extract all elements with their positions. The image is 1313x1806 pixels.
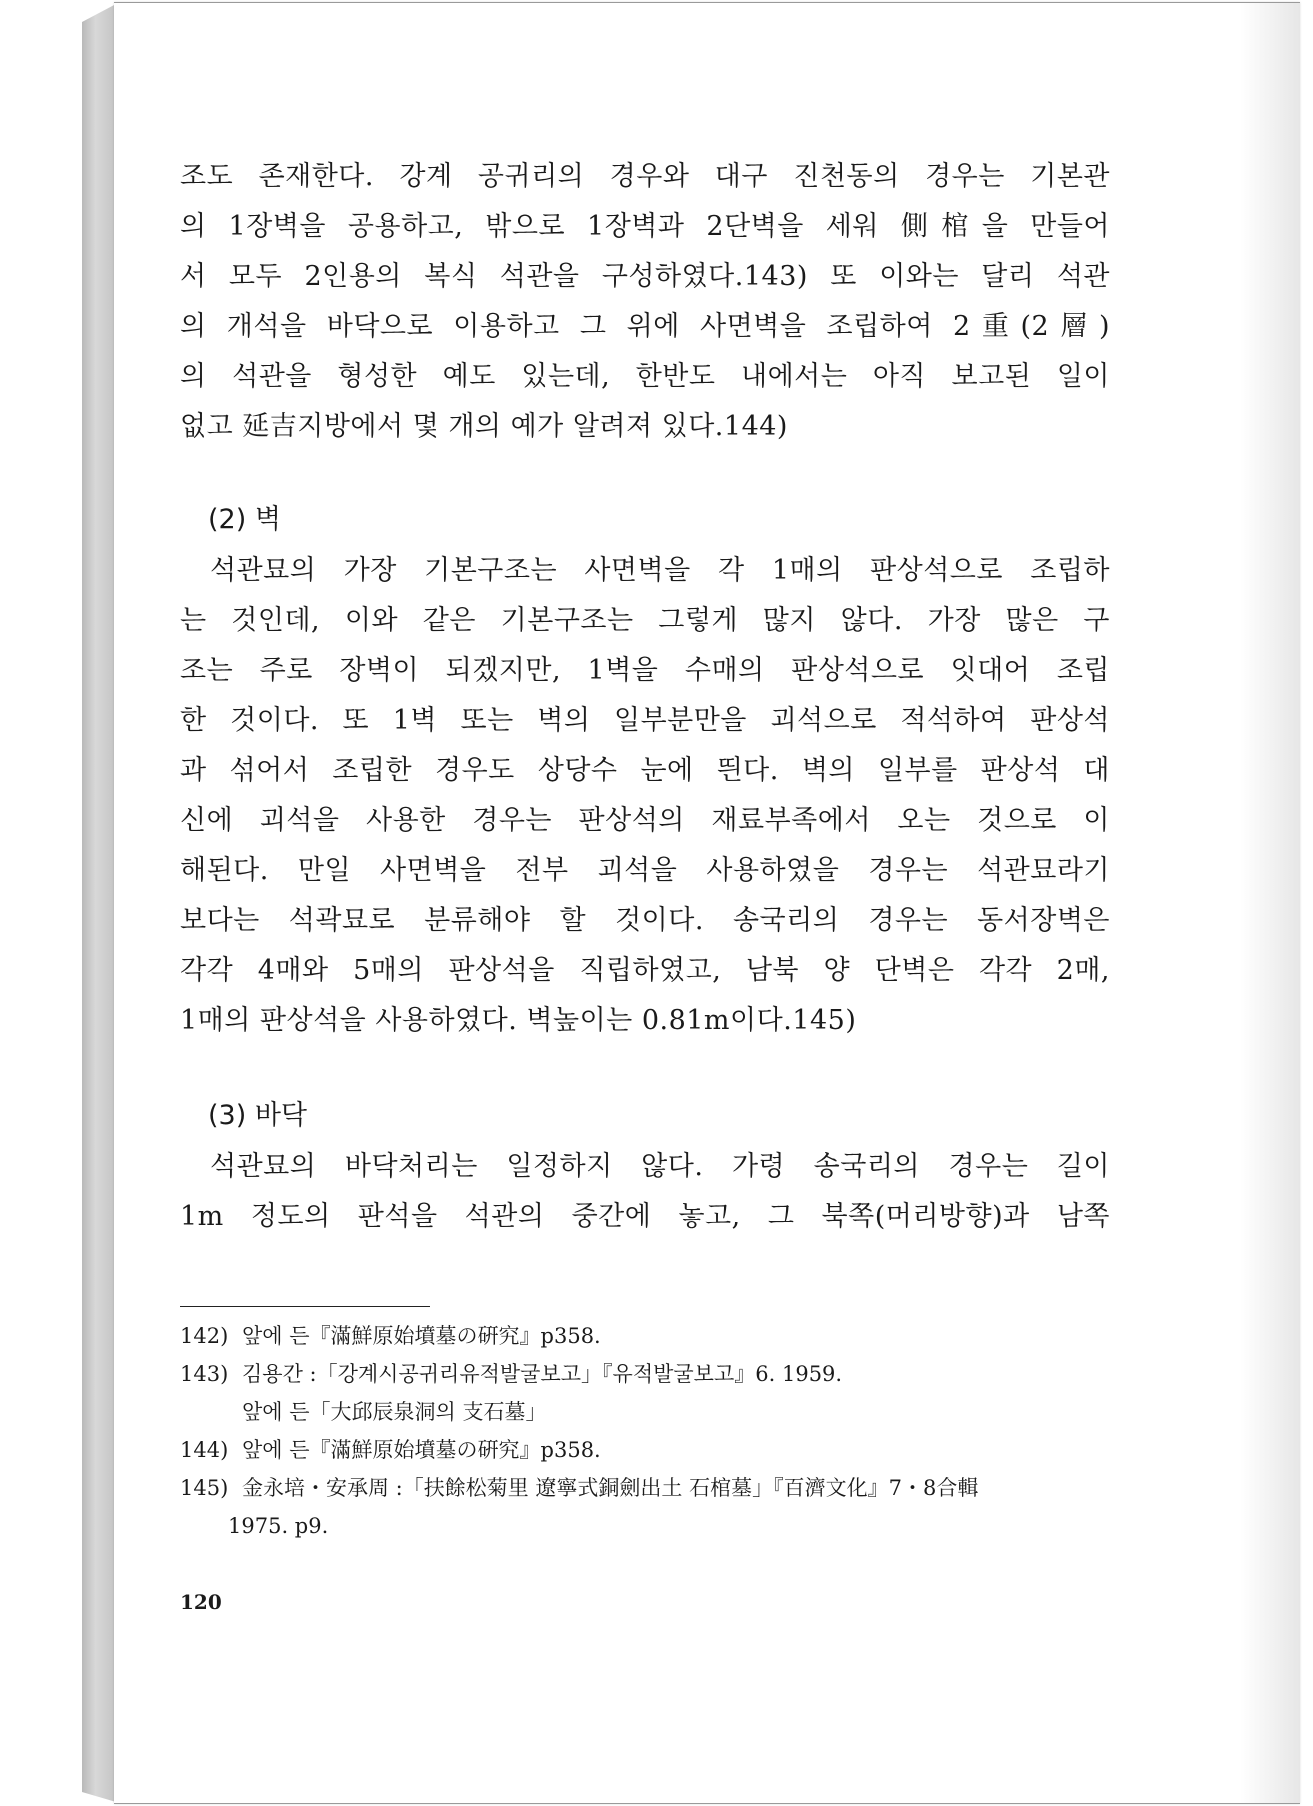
text-line: 1m 정도의 판석을 석관의 중간에 놓고, 그 북쪽(머리방향)과 남쪽	[180, 1201, 1110, 1232]
text-line: 1매의 판상석을 사용하였다. 벽높이는 0.81m이다.145)	[180, 1005, 857, 1036]
paragraph-1	[180, 152, 1110, 452]
footnote-142	[180, 1318, 1180, 1354]
footnote-number: 143)	[180, 1362, 229, 1386]
text-line: 조도 존재한다. 강계 공귀리의 경우와 대구 진천동의 경우는 기본관	[180, 161, 1110, 192]
footnote-143-continued	[180, 1394, 1242, 1430]
text-line: 신에 괴석을 사용한 경우는 판상석의 재료부족에서 오는 것으로 이	[180, 805, 1110, 836]
footnote-text: 金永培・安承周 :「扶餘松菊里 遼寧式銅劍出土 石棺墓」『百濟文化』7・8合輯	[242, 1476, 979, 1500]
footnote-text: 앞에 든『滿鮮原始墳墓の硏究』p358.	[242, 1438, 601, 1462]
text-line: 조는 주로 장벽이 되겠지만, 1벽을 수매의 판상석으로 잇대어 조립	[180, 655, 1110, 686]
text-line: 는 것인데, 이와 같은 기본구조는 그렇게 많지 않다. 가장 많은 구	[180, 605, 1110, 636]
text-line: 의 개석을 바닥으로 이용하고 그 위에 사면벽을 조립하여 2重(2層)	[180, 311, 1110, 342]
paragraph-floor	[180, 1142, 1110, 1242]
text-line: 각각 4매와 5매의 판상석을 직립하였고, 남북 양 단벽은 각각 2매,	[180, 955, 1110, 986]
page-number: 120	[180, 1590, 222, 1614]
paragraph-wall	[180, 546, 1110, 1046]
text-line: 과 섞어서 조립한 경우도 상당수 눈에 띈다. 벽의 일부를 판상석 대	[180, 755, 1110, 786]
text-line: 서 모두 2인용의 복식 석관을 구성하였다.143) 또 이와는 달리 석관	[180, 261, 1110, 292]
footnote-text: 앞에 든『滿鮮原始墳墓の硏究』p358.	[242, 1324, 601, 1348]
footnote-number: 145)	[180, 1476, 229, 1500]
page-edge-shade	[1240, 3, 1300, 1803]
book-spine	[82, 4, 116, 1802]
footnote-text: 앞에 든「大邱辰泉洞의 支石墓」	[242, 1400, 547, 1424]
text-line: 석관묘의 가장 기본구조는 사면벽을 각 1매의 판상석으로 조립하	[210, 555, 1110, 586]
footnote-number: 142)	[180, 1324, 229, 1348]
footnote-text: 1975. p9.	[228, 1514, 329, 1538]
text-line: 의 석관을 형성한 예도 있는데, 한반도 내에서는 아직 보고된 일이	[180, 361, 1110, 392]
text-line: 없고 延吉지방에서 몇 개의 예가 알려져 있다.144)	[180, 411, 788, 442]
text-line: 보다는 석곽묘로 분류해야 할 것이다. 송국리의 경우는 동서장벽은	[180, 905, 1110, 936]
footnote-144	[180, 1432, 1180, 1468]
text-line: 해된다. 만일 사면벽을 전부 괴석을 사용하였을 경우는 석관묘라기	[180, 855, 1110, 886]
text-line: 한 것이다. 또 1벽 또는 벽의 일부분만을 괴석으로 적석하여 판상석	[180, 705, 1110, 736]
footnote-145-continued	[180, 1508, 1228, 1544]
text-line: 의 1장벽을 공용하고, 밖으로 1장벽과 2단벽을 세워 側棺을 만들어	[180, 211, 1110, 242]
footnote-145	[180, 1470, 1180, 1506]
footnote-divider	[180, 1306, 430, 1307]
footnote-text: 김용간 :「강계시공귀리유적발굴보고」『유적발굴보고』6. 1959.	[242, 1362, 843, 1386]
section-heading-wall: (2) 벽	[208, 504, 281, 535]
footnote-number: 144)	[180, 1438, 229, 1462]
section-heading-floor: (3) 바닥	[208, 1100, 307, 1131]
footnote-143	[180, 1356, 1180, 1392]
text-line: 석관묘의 바닥처리는 일정하지 않다. 가령 송국리의 경우는 길이	[210, 1151, 1110, 1182]
